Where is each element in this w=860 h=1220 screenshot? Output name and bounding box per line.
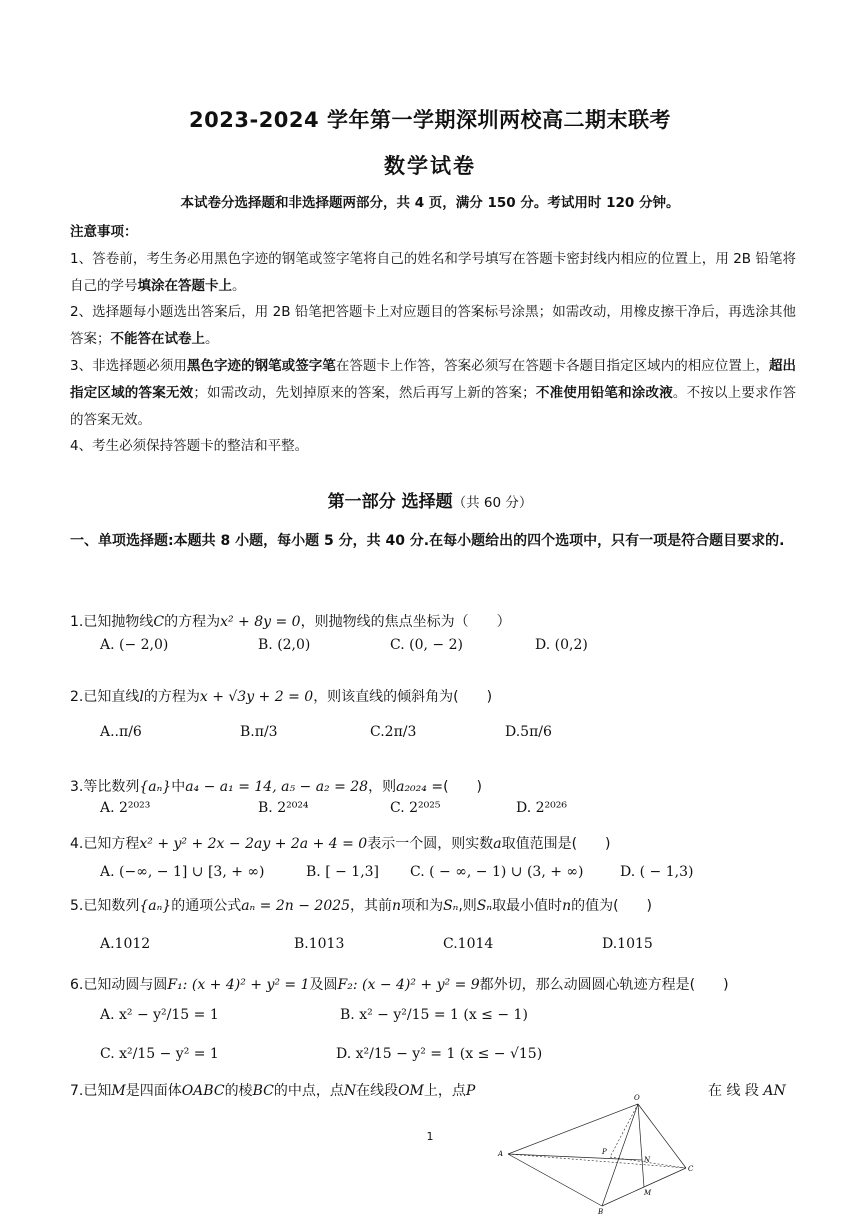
q6-option-c: C. x²/15 − y² = 1 xyxy=(100,1046,219,1062)
q1-text-b: 的方程为 xyxy=(164,614,221,630)
label-c: C xyxy=(688,1165,694,1173)
q4-equation: x² + y² + 2x − 2ay + 2a + 4 = 0 xyxy=(139,836,368,852)
q1-text-c: ，则抛物线的焦点坐标为（ ） xyxy=(300,614,511,630)
part-one-title: 第一部分 选择题 xyxy=(327,492,453,512)
q3-option-c: C. 2²⁰²⁵ xyxy=(390,800,441,816)
q6-option-d: D. x²/15 − y² = 1 (x ≤ − √15) xyxy=(336,1046,543,1062)
part-one-score: （共 60 分） xyxy=(452,495,533,511)
q5-text-d: 项和为 xyxy=(401,898,444,914)
q5-option-c: C.1014 xyxy=(443,936,494,952)
q1-option-d: D. (0,2) xyxy=(535,637,588,653)
label-p: P xyxy=(602,1148,607,1156)
q7-text-e: 在线段 xyxy=(356,1083,399,1099)
q2-text-a: 2.已知直线 xyxy=(70,689,140,705)
q6-option-a: A. x² − y²/15 = 1 xyxy=(100,1007,219,1023)
tetrahedron-diagram xyxy=(492,1090,704,1216)
q5-option-d: D.1015 xyxy=(602,936,653,952)
q7-segment-om: OM xyxy=(398,1083,424,1099)
q3-text-b: 中 xyxy=(171,779,186,795)
note-3-bold-c: 不准使用铅笔和涂改液 xyxy=(535,384,673,401)
q7-text-a: 7.已知 xyxy=(70,1083,112,1099)
q1-option-a: A. (− 2,0) xyxy=(100,637,169,653)
edge-oa xyxy=(508,1104,638,1154)
label-a: A xyxy=(498,1150,504,1158)
notes-heading: 注意事项： xyxy=(70,224,138,240)
note-4: 4、考生必须保持答题卡的整洁和平整。 xyxy=(70,438,309,455)
page-number: 1 xyxy=(426,1130,434,1143)
note-1 xyxy=(70,246,796,300)
exam-title: 2023-2024 学年第一学期深圳两校高二期末联考 xyxy=(189,108,671,132)
label-n: N xyxy=(644,1156,651,1164)
question-3 xyxy=(70,776,482,796)
note-3-text-a: 3、非选择题必须用 xyxy=(70,357,187,374)
q1-text-a: 1.已知抛物线 xyxy=(70,614,154,630)
note-3-bold-b: 超出指定区域的答案无效 xyxy=(70,357,797,401)
q5-math-n: n xyxy=(392,898,402,914)
note-3-end: 。不按以上要求作答的答案无效。 xyxy=(70,384,797,428)
q6-circle-f2: F₂: (x − 4)² + y² = 9 xyxy=(337,977,480,993)
q3-text-d: ( ) xyxy=(443,779,483,795)
q6-option-b: B. x² − y²/15 = 1 (x ≤ − 1) xyxy=(340,1007,528,1023)
q2-text-b: 的方程为 xyxy=(143,689,200,705)
note-3-text-c: ；如需改动，先划掉原来的答案，然后再写上新的答案； xyxy=(193,384,536,401)
q7-text-g: 在 线 段 xyxy=(708,1083,759,1099)
q3-option-b: B. 2²⁰²⁴ xyxy=(258,800,309,816)
question-7 xyxy=(70,1080,475,1100)
q4-text-c: 取值范围是( ) xyxy=(501,836,611,852)
q6-text-c: 都外切，那么动圆圆心轨迹方程是( ) xyxy=(479,977,729,993)
segment-an xyxy=(508,1154,642,1160)
note-2 xyxy=(70,299,796,353)
segment-op xyxy=(610,1104,638,1157)
note-3-text-b: 在答题卡上作答，答案必须写在答题卡各题目指定区域内的相应位置上， xyxy=(335,357,769,374)
q2-option-a: A..π/6 xyxy=(100,724,142,740)
q4-option-c: C. ( − ∞, − 1) ∪ (3, + ∞) xyxy=(410,864,584,880)
question-1 xyxy=(70,611,511,631)
q5-formula: aₙ = 2n − 2025 xyxy=(241,898,351,914)
note-1-text: 1、答卷前，考生务必用黑色字迹的钢笔或签字笔将自己的姓名和学号填写在答题卡密封线内相应的位置上，用 2B 铅笔将自己的学号 xyxy=(70,250,796,294)
q5-option-a: A.1012 xyxy=(100,936,151,952)
section-one-instructions: 一、单项选择题:本题共 8 小题，每小题 5 分，共 40 分.在每小题给出的四个选项中，只有一项是符合题目要求的. xyxy=(70,533,785,549)
question-5 xyxy=(70,895,652,915)
q5-text-f: 取最小值时 xyxy=(492,898,563,914)
q2-option-b: B.π/3 xyxy=(240,724,278,740)
q7-math-p: P xyxy=(465,1083,476,1099)
part-one-heading xyxy=(0,487,860,512)
q4-option-d: D. ( − 1,3) xyxy=(620,864,694,880)
q5-option-b: B.1013 xyxy=(294,936,345,952)
q2-option-c: C.2π/3 xyxy=(370,724,417,740)
q3-option-d: D. 2²⁰²⁶ xyxy=(516,800,567,816)
q1-math-c: C xyxy=(153,614,165,630)
q6-circle-f1: F₁: (x + 4)² + y² = 1 xyxy=(167,977,310,993)
edge-ab xyxy=(508,1154,602,1206)
edge-ob xyxy=(602,1104,638,1206)
note-3 xyxy=(70,353,796,433)
segment-om xyxy=(638,1104,644,1187)
note-2-text: 2、选择题每小题选出答案后，用 2B 铅笔把答题卡上对应题目的答案标号涂黑；如需改动，用橡皮擦干净后，再选涂其他答案； xyxy=(70,304,796,348)
q2-text-c: ，则该直线的倾斜角为( ) xyxy=(313,689,493,705)
note-2-end: 。 xyxy=(205,331,219,348)
q3-option-a: A. 2²⁰²³ xyxy=(100,800,151,816)
q2-option-d: D.5π/6 xyxy=(505,724,552,740)
q7-text-c: 的棱 xyxy=(224,1083,253,1099)
q6-text-b: 及圆 xyxy=(309,977,338,993)
q3-text-a: 3.等比数列 xyxy=(70,779,140,795)
q5-math-sn: Sₙ xyxy=(443,898,459,914)
question-6 xyxy=(70,974,729,994)
label-m: M xyxy=(644,1189,652,1197)
question-2 xyxy=(70,686,492,706)
label-b: B xyxy=(598,1208,604,1216)
note-1-bold: 填涂在答题卡上 xyxy=(137,277,232,294)
exam-subtitle: 数学试卷 xyxy=(384,154,476,178)
q5-math-sn-2: Sₙ xyxy=(476,898,493,914)
q7-edge-bc: BC xyxy=(252,1083,274,1099)
note-3-bold-a: 黑色字迹的钢笔或签字笔 xyxy=(186,357,336,374)
q7-text-f: 上，点 xyxy=(423,1083,466,1099)
q7-segment-an: AN xyxy=(763,1083,786,1099)
q3-equation: a₄ − a₁ = 14, a₅ − a₂ = 28 xyxy=(185,779,369,795)
exam-intro: 本试卷分选择题和非选择题两部分，共 4 页，满分 150 分。考试用时 120 分钟。 xyxy=(180,195,680,211)
q5-sequence: {aₙ} xyxy=(139,898,172,914)
q5-text-g: 的值为( ) xyxy=(571,898,653,914)
edge-ac xyxy=(508,1154,686,1168)
q5-math-n-2: n xyxy=(562,898,572,914)
q7-math-n: N xyxy=(343,1083,357,1099)
q4-option-a: A. (−∞, − 1] ∪ [3, + ∞) xyxy=(100,864,265,880)
question-7-tail xyxy=(708,1080,786,1100)
q3-text-c: ，则 xyxy=(368,779,397,795)
q6-text-a: 6.已知动圆与圆 xyxy=(70,977,168,993)
q1-equation: x² + 8y = 0 xyxy=(220,614,301,630)
q7-text-d: 的中点，点 xyxy=(273,1083,344,1099)
q7-math-m: M xyxy=(111,1083,126,1099)
q5-text-a: 5.已知数列 xyxy=(70,898,140,914)
q7-text-b: 是四面体 xyxy=(125,1083,182,1099)
q1-option-b: B. (2,0) xyxy=(258,637,311,653)
q3-target: a₂₀₂₄ = xyxy=(396,779,444,795)
q2-equation: x + √3y + 2 = 0 xyxy=(199,689,314,705)
label-o: O xyxy=(634,1094,640,1102)
q3-sequence: {aₙ} xyxy=(139,779,172,795)
note-1-end: 。 xyxy=(232,277,246,294)
q5-text-c: ，其前 xyxy=(350,898,393,914)
q4-text-b: 表示一个圆，则实数 xyxy=(367,836,494,852)
q1-option-c: C. (0, − 2) xyxy=(390,637,463,653)
q7-tetrahedron: OABC xyxy=(181,1083,225,1099)
notes-section xyxy=(70,219,796,460)
question-4 xyxy=(70,833,611,853)
q2-math-l: l xyxy=(139,689,144,705)
tetrahedron-figure xyxy=(492,1090,704,1216)
note-2-bold: 不能答在试卷上 xyxy=(110,331,205,348)
q4-text-a: 4.已知方程 xyxy=(70,836,140,852)
q4-option-b: B. [ − 1,3] xyxy=(306,864,380,880)
q5-text-e: ,则 xyxy=(458,898,477,914)
q4-math-a: a xyxy=(493,836,502,852)
q5-text-b: 的通项公式 xyxy=(171,898,242,914)
